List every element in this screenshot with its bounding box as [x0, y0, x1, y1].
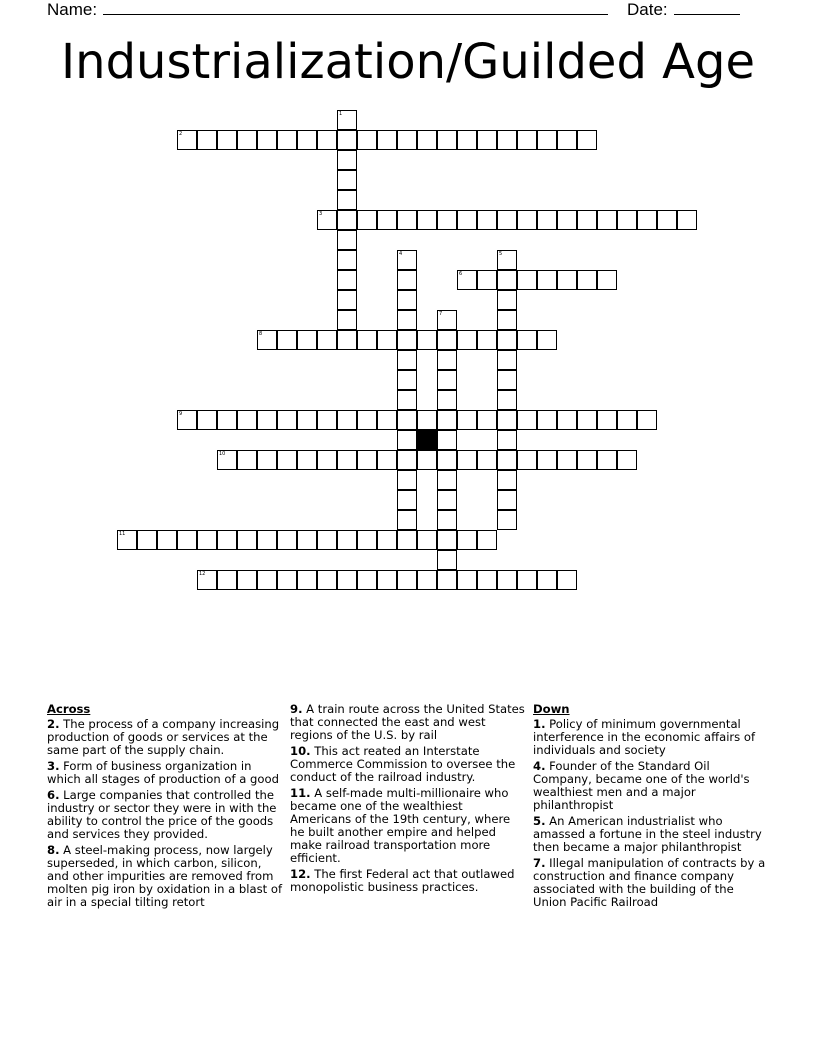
grid-cell[interactable]: [417, 210, 437, 230]
grid-cell[interactable]: [377, 210, 397, 230]
clue-number-label: 2.: [47, 717, 60, 731]
grid-cell[interactable]: [257, 330, 277, 350]
grid-cell[interactable]: [337, 270, 357, 290]
across-clue: [290, 703, 526, 742]
down-clue: [533, 760, 769, 812]
grid-cell[interactable]: [417, 410, 437, 430]
grid-cell[interactable]: [497, 130, 517, 150]
grid-cell[interactable]: [457, 270, 477, 290]
grid-cell[interactable]: [197, 410, 217, 430]
grid-cell[interactable]: [477, 130, 497, 150]
grid-cell[interactable]: [177, 410, 197, 430]
down-heading: Down: [533, 702, 570, 716]
grid-cell[interactable]: [237, 130, 257, 150]
grid-cell[interactable]: [397, 310, 417, 330]
grid-cell[interactable]: [477, 530, 497, 550]
clue-text: A train route across the United States that connected the east and west regions of the U.S. by rail: [290, 702, 525, 742]
grid-cell[interactable]: [337, 570, 357, 590]
clue-number-label: 4.: [533, 759, 546, 773]
grid-cell[interactable]: [397, 430, 417, 450]
grid-cell[interactable]: [597, 410, 617, 430]
grid-cell[interactable]: [457, 210, 477, 230]
grid-cell[interactable]: [497, 410, 517, 430]
grid-cell[interactable]: [397, 130, 417, 150]
clue-number-label: 6.: [47, 788, 60, 802]
grid-cell[interactable]: [337, 250, 357, 270]
grid-cell[interactable]: [477, 570, 497, 590]
across-clue: [47, 760, 283, 786]
clue-number: 4: [399, 251, 403, 257]
grid-cell[interactable]: [397, 410, 417, 430]
grid-cell[interactable]: [337, 290, 357, 310]
grid-cell[interactable]: [497, 350, 517, 370]
grid-cell[interactable]: [497, 490, 517, 510]
grid-cell[interactable]: [417, 130, 437, 150]
grid-cell[interactable]: [437, 370, 457, 390]
grid-cell[interactable]: [537, 570, 557, 590]
grid-cell[interactable]: [257, 570, 277, 590]
grid-cell[interactable]: [337, 210, 357, 230]
grid-cell[interactable]: [677, 210, 697, 230]
grid-cell[interactable]: [337, 170, 357, 190]
grid-cell[interactable]: [337, 530, 357, 550]
grid-cell[interactable]: [597, 270, 617, 290]
page-title: Industrialization/Guilded Age: [60, 34, 756, 90]
grid-cell[interactable]: [397, 450, 417, 470]
grid-cell[interactable]: [377, 570, 397, 590]
grid-cell[interactable]: [497, 270, 517, 290]
grid-cell[interactable]: [497, 470, 517, 490]
grid-cell[interactable]: [337, 150, 357, 170]
grid-cell[interactable]: [457, 570, 477, 590]
grid-cell[interactable]: [237, 450, 257, 470]
grid-cell[interactable]: [397, 350, 417, 370]
clue-number-label: 9.: [290, 702, 303, 716]
grid-cell[interactable]: [317, 450, 337, 470]
grid-cell[interactable]: [237, 530, 257, 550]
grid-cell[interactable]: [277, 330, 297, 350]
clue-text: Large companies that controlled the industry or sector they were in with the ability to control the price of the goods and services they provided.: [47, 788, 277, 841]
grid-cell[interactable]: [437, 510, 457, 530]
down-clue: [533, 718, 769, 757]
grid-cell[interactable]: [617, 410, 637, 430]
grid-cell[interactable]: [317, 530, 337, 550]
grid-cell[interactable]: [277, 410, 297, 430]
grid-cell[interactable]: [437, 470, 457, 490]
grid-cell[interactable]: [497, 330, 517, 350]
grid-cell[interactable]: [557, 410, 577, 430]
grid-cell[interactable]: [237, 410, 257, 430]
grid-cell[interactable]: [557, 130, 577, 150]
grid-cell[interactable]: [377, 530, 397, 550]
grid-cell[interactable]: [197, 570, 217, 590]
clue-number: 3: [319, 211, 323, 217]
grid-cell[interactable]: [197, 530, 217, 550]
grid-cell[interactable]: [437, 430, 457, 450]
clue-text: An American industrialist who amassed a fortune in the steel industry then became a major philanthropist: [533, 814, 762, 854]
across-clue: [290, 745, 526, 784]
grid-cell[interactable]: [297, 130, 317, 150]
grid-cell[interactable]: [457, 530, 477, 550]
grid-cell[interactable]: [277, 570, 297, 590]
grid-cell[interactable]: [637, 210, 657, 230]
grid-cell[interactable]: [357, 330, 377, 350]
grid-cell[interactable]: [457, 450, 477, 470]
name-label: Name:: [47, 0, 98, 19]
grid-cell[interactable]: [257, 410, 277, 430]
across-clue: [290, 787, 526, 865]
grid-cell[interactable]: [317, 570, 337, 590]
grid-cell[interactable]: [377, 410, 397, 430]
clue-number: 8: [259, 331, 263, 337]
grid-cell[interactable]: [217, 530, 237, 550]
grid-cell[interactable]: [297, 330, 317, 350]
clue-text: The first Federal act that outlawed monopolistic business practices.: [290, 867, 515, 894]
grid-cell[interactable]: [397, 390, 417, 410]
grid-cell[interactable]: [477, 270, 497, 290]
clues-column-3: [533, 703, 769, 912]
grid-cell[interactable]: [397, 510, 417, 530]
across-clue: [290, 868, 526, 894]
grid-cell[interactable]: [297, 410, 317, 430]
grid-cell[interactable]: [297, 570, 317, 590]
grid-cell[interactable]: [177, 530, 197, 550]
grid-cell[interactable]: [297, 450, 317, 470]
grid-cell[interactable]: [277, 450, 297, 470]
grid-cell[interactable]: [337, 190, 357, 210]
clue-number: 10: [219, 451, 226, 457]
grid-cell[interactable]: [397, 530, 417, 550]
down-clue: [533, 815, 769, 854]
grid-cell[interactable]: [577, 270, 597, 290]
grid-cell[interactable]: [437, 550, 457, 570]
clue-number: 6: [459, 271, 463, 277]
grid-cell[interactable]: [517, 570, 537, 590]
grid-cell[interactable]: [497, 430, 517, 450]
grid-cell[interactable]: [297, 530, 317, 550]
grid-cell[interactable]: [217, 410, 237, 430]
grid-cell[interactable]: [437, 210, 457, 230]
grid-cell[interactable]: [337, 110, 357, 130]
grid-cell[interactable]: [257, 130, 277, 150]
grid-cell[interactable]: [277, 530, 297, 550]
grid-cell[interactable]: [317, 210, 337, 230]
clue-text: Policy of minimum governmental interference in the economic affairs of individuals and society: [533, 717, 756, 757]
across-clue: [47, 789, 283, 841]
grid-cell[interactable]: [437, 530, 457, 550]
grid-cell[interactable]: [617, 210, 637, 230]
grid-cell[interactable]: [317, 130, 337, 150]
grid-cell[interactable]: [397, 330, 417, 350]
grid-cell[interactable]: [497, 290, 517, 310]
grid-cell[interactable]: [517, 270, 537, 290]
grid-cell[interactable]: [557, 270, 577, 290]
grid-cell[interactable]: [417, 530, 437, 550]
clue-text: Founder of the Standard Oil Company, became one of the world's wealthiest men and a major philanthropist: [533, 759, 750, 812]
grid-cell[interactable]: [517, 410, 537, 430]
grid-cell[interactable]: [497, 250, 517, 270]
grid-cell[interactable]: [557, 210, 577, 230]
grid-cell[interactable]: [417, 450, 437, 470]
grid-cell[interactable]: [537, 410, 557, 430]
grid-cell[interactable]: [557, 570, 577, 590]
grid-cell[interactable]: [437, 390, 457, 410]
clue-number-label: 7.: [533, 856, 546, 870]
grid-cell[interactable]: [597, 450, 617, 470]
grid-cell[interactable]: [537, 450, 557, 470]
grid-cell[interactable]: [137, 530, 157, 550]
grid-cell[interactable]: [337, 230, 357, 250]
across-clue: [47, 718, 283, 757]
grid-cell[interactable]: [437, 330, 457, 350]
grid-cell[interactable]: [597, 210, 617, 230]
grid-cell[interactable]: [257, 450, 277, 470]
grid-cell[interactable]: [337, 410, 357, 430]
clue-number: 5: [499, 251, 503, 257]
grid-cell[interactable]: [237, 570, 257, 590]
grid-cell[interactable]: [317, 410, 337, 430]
grid-cell[interactable]: [557, 450, 577, 470]
grid-cell[interactable]: [357, 210, 377, 230]
grid-cell[interactable]: [517, 130, 537, 150]
grid-cell[interactable]: [217, 570, 237, 590]
grid-cell[interactable]: [397, 490, 417, 510]
grid-cell[interactable]: [437, 410, 457, 430]
clue-text: This act reated an Interstate Commerce Commission to oversee the conduct of the railroad industry.: [290, 744, 516, 784]
grid-cell[interactable]: [377, 130, 397, 150]
grid-cell[interactable]: [497, 370, 517, 390]
grid-cell[interactable]: [517, 210, 537, 230]
clue-number: 9: [179, 411, 183, 417]
grid-cell[interactable]: [577, 450, 597, 470]
grid-cell[interactable]: [637, 410, 657, 430]
clue-number-label: 8.: [47, 843, 60, 857]
grid-cell[interactable]: [177, 130, 197, 150]
grid-cell[interactable]: [537, 210, 557, 230]
clues-column-1: [47, 703, 283, 912]
grid-cell[interactable]: [357, 450, 377, 470]
grid-cell[interactable]: [577, 210, 597, 230]
grid-cell[interactable]: [217, 130, 237, 150]
grid-cell[interactable]: [117, 530, 137, 550]
grid-cell[interactable]: [217, 450, 237, 470]
clues-column-2: [290, 703, 526, 897]
clue-number-label: 1.: [533, 717, 546, 731]
across-clue-list: [47, 718, 283, 909]
down-clue: [533, 857, 769, 909]
clue-number-label: 10.: [290, 744, 311, 758]
grid-cell[interactable]: [477, 450, 497, 470]
grid-cell[interactable]: [457, 410, 477, 430]
grid-cell[interactable]: [437, 570, 457, 590]
grid-cell[interactable]: [517, 330, 537, 350]
grid-cell[interactable]: [417, 330, 437, 350]
grid-cell[interactable]: [377, 330, 397, 350]
grid-cell[interactable]: [197, 130, 217, 150]
grid-cell[interactable]: [657, 210, 677, 230]
grid-cell[interactable]: [337, 450, 357, 470]
grid-cell[interactable]: [397, 270, 417, 290]
grid-cell[interactable]: [357, 130, 377, 150]
grid-cell[interactable]: [397, 250, 417, 270]
clue-number-label: 12.: [290, 867, 311, 881]
clue-text: A self-made multi-millionaire who became one of the wealthiest Americans of the 19th century, where he built another empire and helped make railroad transportation more efficient.: [290, 786, 511, 865]
clue-text: The process of a company increasing production of goods or services at the same part of the supply chain.: [47, 717, 280, 757]
clue-number-label: 5.: [533, 814, 546, 828]
grid-cell[interactable]: [537, 270, 557, 290]
grid-cell[interactable]: [337, 330, 357, 350]
grid-cell[interactable]: [417, 570, 437, 590]
clue-number-label: 3.: [47, 759, 60, 773]
grid-cell[interactable]: [497, 510, 517, 530]
clue-number: 12: [199, 571, 206, 577]
grid-cell[interactable]: [457, 330, 477, 350]
grid-cell[interactable]: [397, 210, 417, 230]
clue-number: 1: [339, 111, 343, 117]
grid-cell[interactable]: [497, 390, 517, 410]
grid-cell[interactable]: [457, 130, 477, 150]
grid-cell[interactable]: [357, 530, 377, 550]
date-label: Date:: [627, 0, 668, 19]
grid-cell[interactable]: [477, 410, 497, 430]
clue-number: 11: [119, 531, 126, 537]
across-clue: [47, 844, 283, 909]
down-clue-list: [533, 718, 769, 909]
grid-cell[interactable]: [517, 450, 537, 470]
grid-cell[interactable]: [617, 450, 637, 470]
black-cell: [417, 430, 437, 450]
clue-text: Form of business organization in which all stages of production of a good: [47, 759, 279, 786]
grid-cell[interactable]: [157, 530, 177, 550]
clue-number: 2: [179, 131, 183, 137]
grid-cell[interactable]: [437, 490, 457, 510]
grid-cell[interactable]: [437, 450, 457, 470]
clue-text: A steel-making process, now largely superseded, in which carbon, silicon, and other impurities are removed from molten pig iron by oxidation in a blast of air in a special tilting retort: [47, 843, 283, 909]
clue-number-label: 11.: [290, 786, 311, 800]
across-heading: Across: [47, 702, 91, 716]
grid-cell[interactable]: [357, 410, 377, 430]
grid-cell[interactable]: [277, 130, 297, 150]
grid-cell[interactable]: [497, 210, 517, 230]
grid-cell[interactable]: [497, 450, 517, 470]
grid-cell[interactable]: [577, 130, 597, 150]
grid-cell[interactable]: [537, 330, 557, 350]
across-clue-list-continued: [290, 703, 526, 894]
grid-cell[interactable]: [317, 330, 337, 350]
grid-cell[interactable]: [257, 530, 277, 550]
grid-cell[interactable]: [397, 570, 417, 590]
grid-cell[interactable]: [397, 470, 417, 490]
grid-cell[interactable]: [337, 310, 357, 330]
grid-cell[interactable]: [397, 370, 417, 390]
grid-cell[interactable]: [437, 130, 457, 150]
grid-cell[interactable]: [577, 410, 597, 430]
grid-cell[interactable]: [477, 330, 497, 350]
grid-cell[interactable]: [437, 310, 457, 330]
clue-text: Illegal manipulation of contracts by a construction and finance company associated with the building of the Union Pacific Railroad: [533, 856, 766, 909]
grid-cell[interactable]: [437, 350, 457, 370]
grid-cell[interactable]: [377, 450, 397, 470]
grid-cell[interactable]: [477, 210, 497, 230]
grid-cell[interactable]: [357, 570, 377, 590]
clue-number: 7: [439, 311, 443, 317]
grid-cell[interactable]: [497, 310, 517, 330]
grid-cell[interactable]: [537, 130, 557, 150]
grid-cell[interactable]: [397, 290, 417, 310]
grid-cell[interactable]: [337, 130, 357, 150]
grid-cell[interactable]: [497, 570, 517, 590]
